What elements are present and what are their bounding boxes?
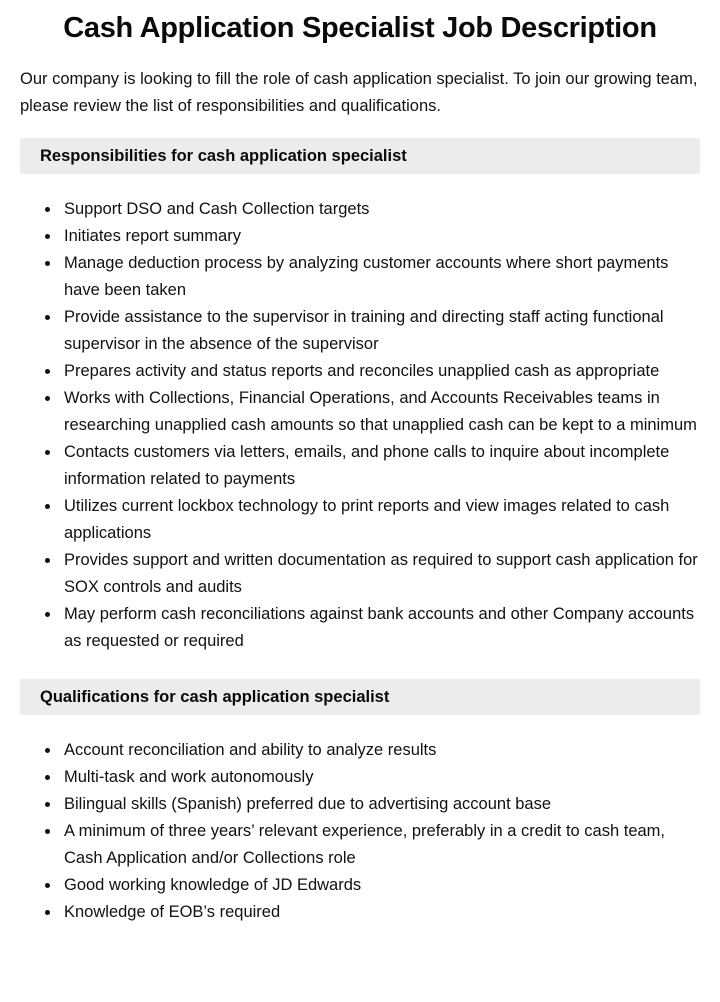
list-item: • Provide assistance to the supervisor in training and directing staff acting functional supervisor in the absence of the supervisor — [61, 304, 700, 358]
job-description-page — [20, 10, 700, 926]
page-title: Cash Application Specialist Job Description — [63, 12, 657, 44]
list-item: • Prepares activity and status reports and reconciles unapplied cash as appropriate — [61, 358, 700, 385]
list-item: • Manage deduction process by analyzing customer accounts where short payments have been taken — [61, 250, 700, 304]
list-item: • Works with Collections, Financial Operations, and Accounts Receivables teams in researching unapplied cash amounts so that unapplied cash can be kept to a minimum — [61, 385, 700, 439]
responsibilities-list — [20, 196, 700, 655]
list-item: • A minimum of three years’ relevant experience, preferably in a credit to cash team, Cash Application and/or Collections role — [61, 818, 700, 872]
list-item: • Bilingual skills (Spanish) preferred due to advertising account base — [61, 791, 700, 818]
list-item: • Knowledge of EOB’s required — [61, 899, 700, 926]
list-item: • Account reconciliation and ability to analyze results — [61, 737, 700, 764]
section-heading-qualifications: Qualifications for cash application specialist — [20, 679, 700, 715]
list-item: • Support DSO and Cash Collection targets — [61, 196, 700, 223]
list-item: • Utilizes current lockbox technology to print reports and view images related to cash applications — [61, 493, 700, 547]
qualifications-list — [20, 737, 700, 926]
list-item: • Initiates report summary — [61, 223, 700, 250]
section-heading-responsibilities: Responsibilities for cash application specialist — [20, 138, 700, 174]
list-item: • Multi-task and work autonomously — [61, 764, 700, 791]
list-item: • Provides support and written documentation as required to support cash application for SOX controls and audits — [61, 547, 700, 601]
intro-paragraph: Our company is looking to fill the role of cash application specialist. To join our growing team, please review the list of responsibilities and qualifications. — [20, 70, 698, 115]
list-item: • Good working knowledge of JD Edwards — [61, 872, 700, 899]
list-item: • May perform cash reconciliations against bank accounts and other Company accounts as requested or required — [61, 601, 700, 655]
list-item: • Contacts customers via letters, emails, and phone calls to inquire about incomplete information related to payments — [61, 439, 700, 493]
